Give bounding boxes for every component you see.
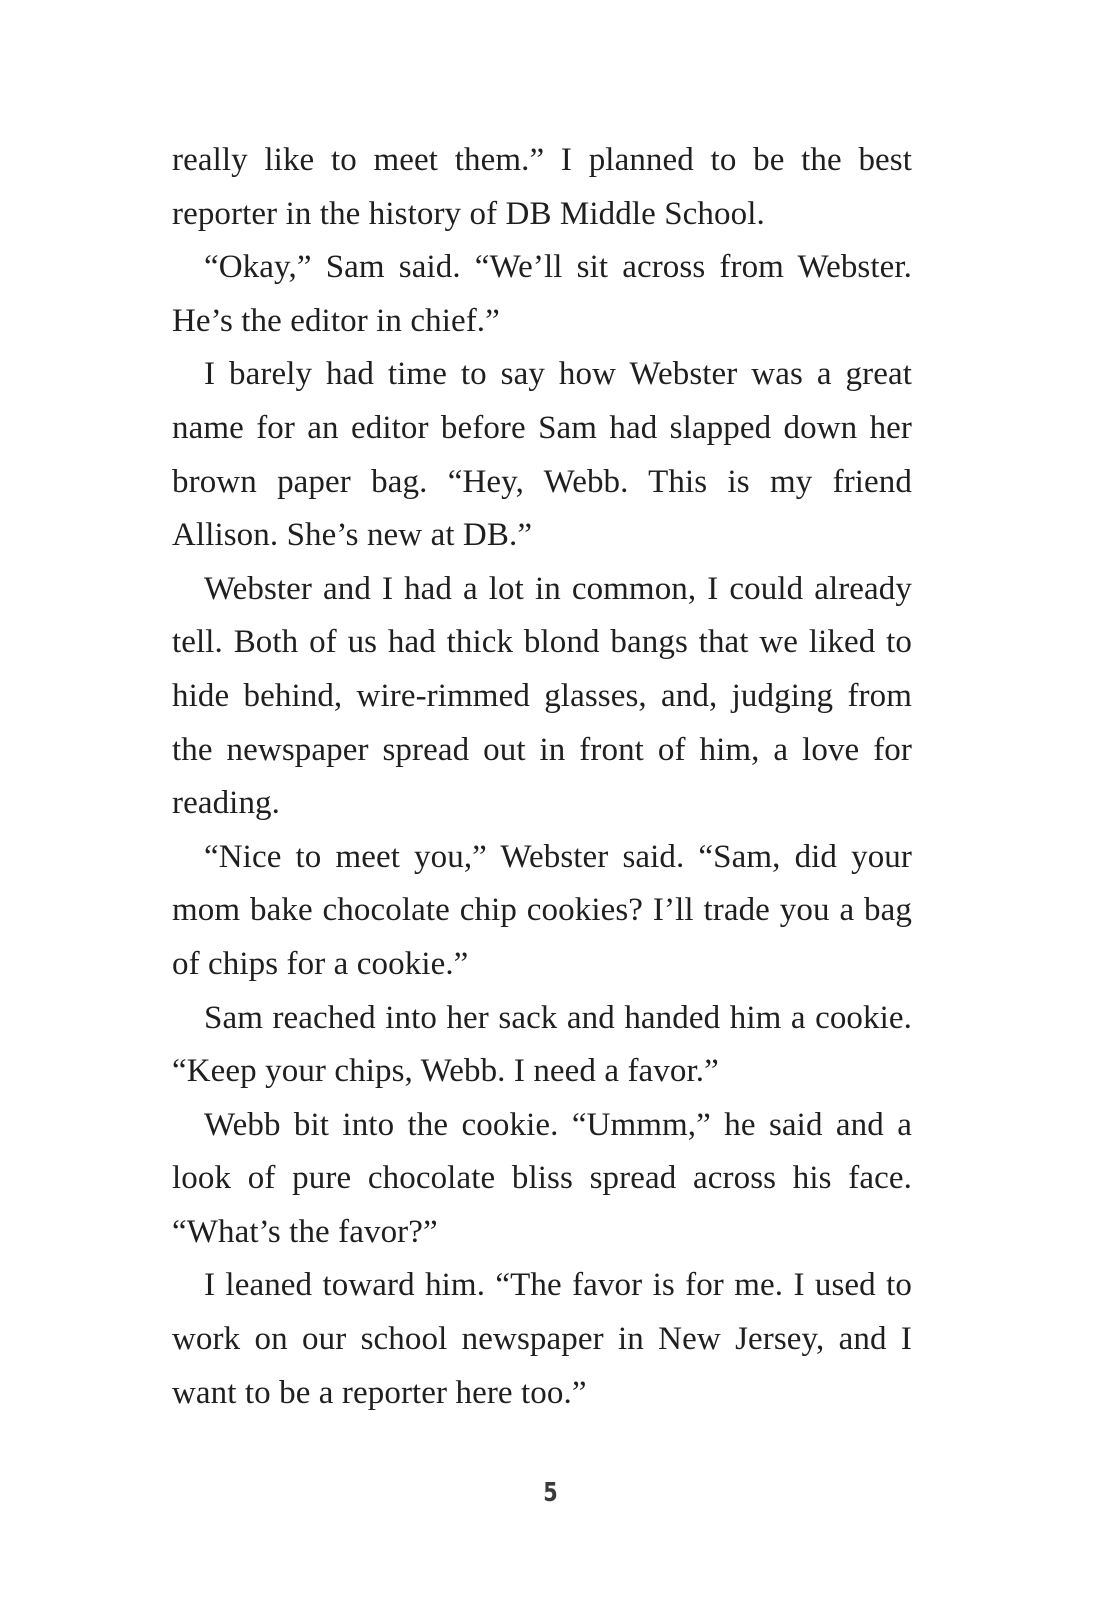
paragraph: I barely had time to say how Webster was a great name for an editor before Sam had slapped down her brown paper bag. “Hey, Webb. This is my friend Allison. She’s new at DB.” (172, 356, 912, 554)
paragraph: “Nice to meet you,” Webster said. “Sam, did your mom bake chocolate chip cookies? I’ll trade you a bag of chips for a cookie.” (172, 838, 912, 982)
body-text (172, 134, 912, 1420)
paragraph: Sam reached into her sack and handed him a cookie. “Keep your chips, Webb. I need a favor.” (172, 999, 912, 1090)
paragraph: Webb bit into the cookie. “Ummm,” he said and a look of pure chocolate bliss spread across his face. “What’s the favor?” (172, 1106, 912, 1250)
paragraph: really like to meet them.” I planned to be the best reporter in the history of DB Middle School. (172, 142, 912, 232)
paragraph: I leaned toward him. “The favor is for me. I used to work on our school newspaper in New Jersey, and I want to be a reporter here too.” (172, 1267, 912, 1411)
paragraph: “Okay,” Sam said. “We’ll sit across from Webster. He’s the editor in chief.” (172, 249, 912, 339)
page-number: 5 (543, 1478, 558, 1508)
paragraph: Webster and I had a lot in common, I could already tell. Both of us had thick blond bangs that we liked to hide behind, wire-rimmed glasses, and, judging from the newspaper spread out in front of him, a love for reading. (172, 570, 912, 822)
